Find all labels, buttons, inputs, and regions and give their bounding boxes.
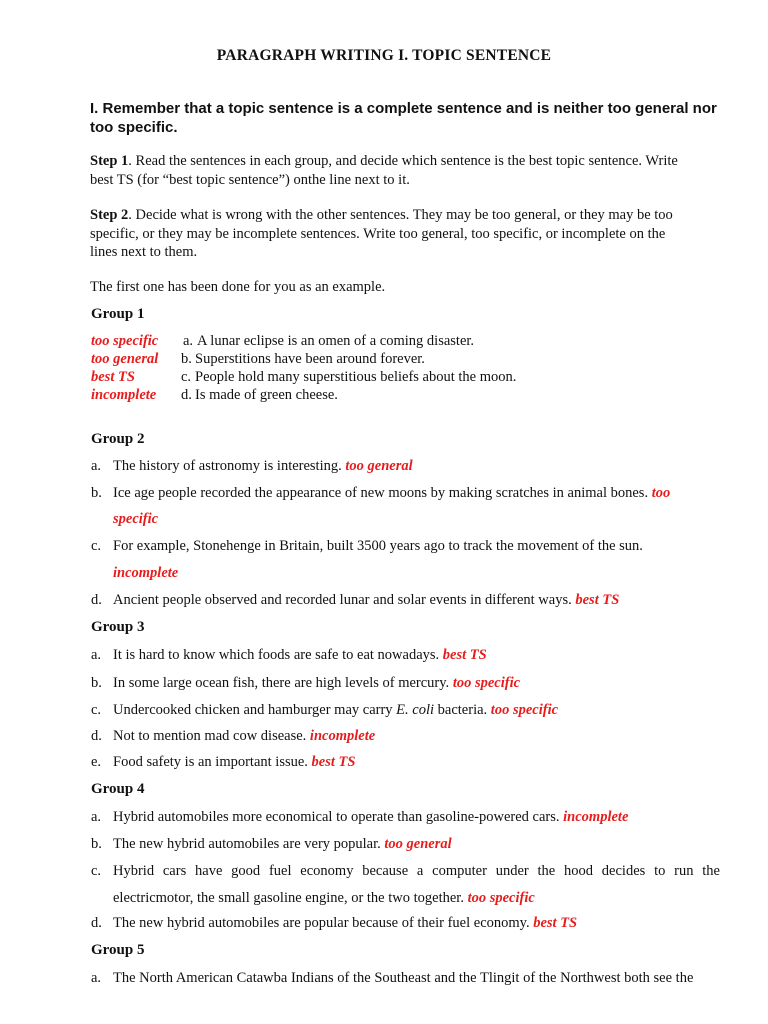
step-2-line-3: lines next to them. [90,244,198,260]
group-2-answer-d: best TS [575,592,620,608]
group-4-item-a [113,809,628,826]
step-1-line-1 [90,153,678,170]
group-4-letter-c: c. [91,863,102,879]
group-3-heading: Group 3 [91,619,145,635]
group-3-text-e: Food safety is an important issue. [113,754,308,770]
group-2-item-d [113,592,619,609]
group-4-answer-a: incomplete [563,809,629,825]
group-5-letter-a: a. [91,970,102,986]
group-2-letter-d: d. [91,592,102,608]
group-3-text-d: Not to mention mad cow disease. [113,728,307,744]
group-2-answer-c: incomplete [113,565,179,581]
step-2-line-1 [90,207,673,224]
group-1-answer-b: too general [91,351,159,367]
group-4-letter-a: a. [91,809,102,825]
group-4-text-c-line2: electricmotor, the small gasoline engine, or the two together. [113,890,464,906]
group-2-letter-c: c. [91,538,102,554]
group-2-text-d: Ancient people observed and recorded lunar and solar events in different ways. [113,592,572,608]
group-2-answer-b-part1: too [651,485,671,501]
group-4-letter-b: b. [91,836,102,852]
example-note: The first one has been done for you as an example. [90,279,386,295]
group-2-item-b [113,485,670,502]
group-1-heading: Group 1 [91,306,145,322]
group-3-text-b: In some large ocean fish, there are high levels of mercury. [113,675,450,691]
group-3-letter-a: a. [91,647,102,663]
group-3-answer-d: incomplete [309,728,376,744]
group-3-text-c-italic: E. coli [396,702,435,718]
group-3-text-c-after: bacteria. [434,702,488,718]
group-2-letter-a: a. [91,458,102,474]
group-1-letter-c: c. [181,369,192,385]
group-4-text-c-line1: Hybrid cars have good fuel economy because a computer under the hood decides to run the [113,863,720,879]
group-4-text-b: The new hybrid automobiles are very popular. [113,836,381,852]
instruction-line-1: I. Remember that a topic sentence is a complete sentence and is neither too general nor [90,100,717,117]
group-4-answer-b: too general [384,836,452,852]
step-2-text: . Decide what is wrong with the other sentences. They may be too general, or they may be too [128,207,673,223]
group-1-letter-b: b. [181,351,192,367]
step-1-text: . Read the sentences in each group, and decide which sentence is the best topic sentence. Write [128,153,678,169]
group-3-item-b [113,675,520,692]
group-3-text-a: It is hard to know which foods are safe to eat nowadays. [113,647,440,663]
group-2-item-a [113,458,413,475]
group-3-answer-c: too specific [490,702,559,718]
group-1-text-a: A lunar eclipse is an omen of a coming disaster. [197,333,475,349]
group-3-letter-b: b. [91,675,102,691]
group-3-letter-c: c. [91,702,102,718]
page-title: PARAGRAPH WRITING I. TOPIC SENTENCE [216,47,552,64]
group-4-answer-c: too specific [467,890,535,906]
group-4-text-d: The new hybrid automobiles are popular because of their fuel economy. [113,915,530,931]
group-4-text-a: Hybrid automobiles more economical to operate than gasoline-powered cars. [113,809,560,825]
group-2-letter-b: b. [91,485,102,501]
group-4-item-c-line2 [113,890,535,907]
group-4-letter-d: d. [91,915,102,931]
group-2-answer-a: too general [345,458,413,474]
group-2-heading: Group 2 [91,431,145,447]
group-3-answer-a: best TS [442,647,487,663]
group-3-answer-b: too specific [452,675,521,691]
group-1-answer-a: too specific [91,333,159,349]
group-4-item-b [113,836,452,853]
group-3-item-d [113,728,375,745]
group-3-answer-e: best TS [311,754,356,770]
group-1-text-d: Is made of green cheese. [195,387,338,403]
group-4-heading: Group 4 [91,781,145,797]
group-2-answer-b-part2: specific [113,511,159,527]
group-1-letter-d: d. [181,387,192,403]
group-3-item-c [113,702,558,719]
group-3-text-c-before: Undercooked chicken and hamburger may carry [113,702,397,718]
group-3-letter-e: e. [91,754,102,770]
step-1-label: Step 1 [90,153,129,169]
group-4-item-d [113,915,577,932]
group-1-letter-a: a. [183,333,194,349]
group-3-item-a [113,647,487,664]
group-2-text-b: Ice age people recorded the appearance of new moons by making scratches in animal bones. [113,485,649,501]
group-1-answer-c: best TS [91,369,135,385]
step-2-label: Step 2 [90,207,129,223]
group-1-text-c: People hold many superstitious beliefs about the moon. [195,369,517,385]
step-2-line-2: specific, or they may be incomplete sentences. Write too general, too specific, or incomplete on the [90,226,666,242]
group-4-answer-d: best TS [533,915,578,931]
group-2-text-c: For example, Stonehenge in Britain, built 3500 years ago to track the movement of the sun. [113,538,643,554]
group-5-text-a: The North American Catawba Indians of the Southeast and the Tlingit of the Northwest both see the [113,970,694,986]
group-3-letter-d: d. [91,728,102,744]
group-2-text-a: The history of astronomy is interesting. [113,458,342,474]
instruction-line-2: too specific. [90,119,178,136]
group-5-heading: Group 5 [91,942,145,958]
group-1-text-b: Superstitions have been around forever. [195,351,425,367]
step-1-line-2: best TS (for “best topic sentence”) onthe line next to it. [90,172,410,188]
group-1-answer-d: incomplete [91,387,157,403]
group-3-item-e [113,754,355,771]
